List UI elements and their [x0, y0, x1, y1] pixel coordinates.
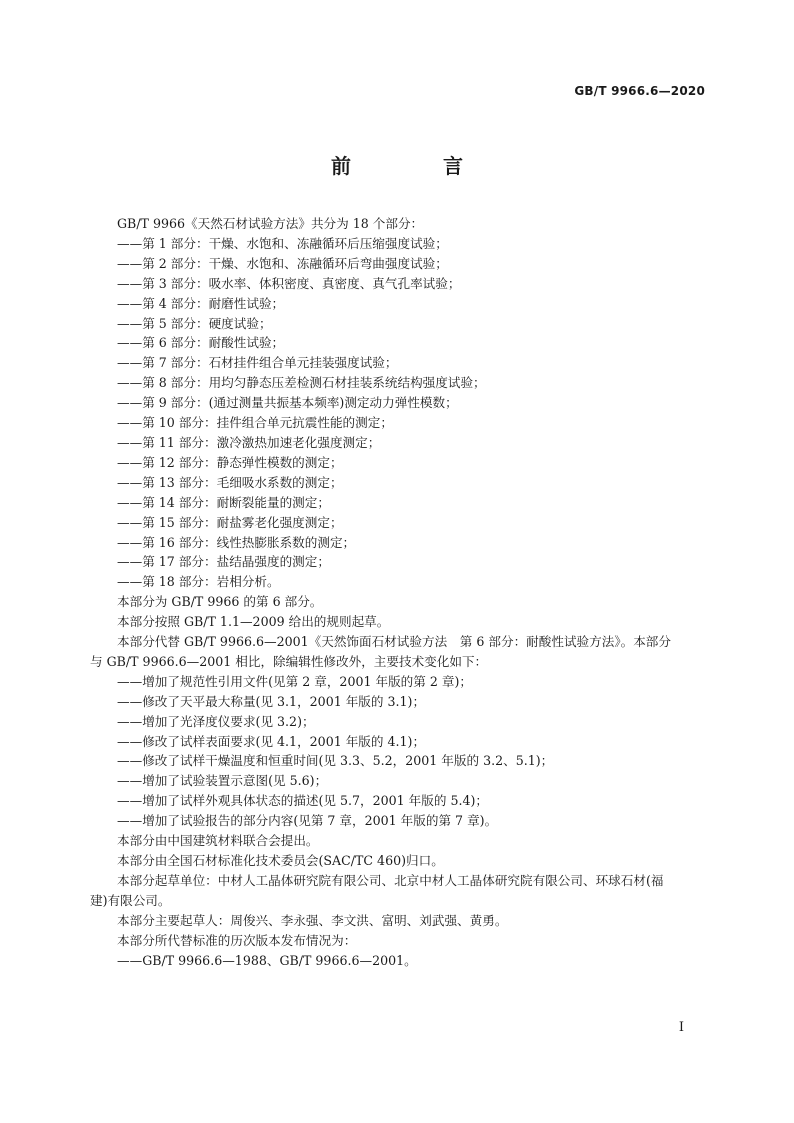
change-item: ——增加了光泽度仪要求(见 3.2)； [117, 713, 315, 729]
page-title: 前 言 [331, 154, 499, 178]
list-item: ——第 4 部分：耐磨性试验； [117, 295, 285, 311]
list-item: ——第 12 部分：静态弹性模数的测定； [117, 454, 343, 470]
list-item: ——第 3 部分：吸水率、体积密度、真密度、真气孔率试验； [117, 275, 461, 291]
replacement-statement: 本部分代替 GB/T 9966.6—2001《天然饰面石材试验方法 第 6 部分：耐酸性试验方法》。本部分 [117, 634, 671, 650]
part-statement: 本部分为 GB/T 9966 的第 6 部分。 [117, 594, 323, 610]
list-item: ——第 17 部分：盐结晶强度的测定； [117, 554, 330, 570]
committee-statement: 本部分由全国石材标准化技术委员会(SAC/TC 460)归口。 [117, 853, 444, 868]
foreword-body [90, 214, 707, 970]
drafting-units-statement-continued: 建)有限公司。 [90, 892, 171, 908]
list-item: ——第 15 部分：耐盐雾老化强度测定； [117, 514, 343, 530]
list-item: ——第 14 部分：耐断裂能量的测定； [117, 494, 330, 510]
page-number: I [678, 1020, 684, 1035]
proposer-statement: 本部分由中国建筑材料联合会提出。 [117, 833, 319, 849]
list-item: ——第 7 部分：石材挂件组合单元挂装强度试验； [117, 355, 398, 371]
change-item: ——增加了试验装置示意图(见 5.6)； [117, 773, 328, 789]
list-item: ——第 13 部分：毛细吸水系数的测定； [117, 474, 343, 490]
change-item: ——修改了天平最大称量(见 3.1，2001 年版的 3.1)； [117, 693, 426, 709]
change-item: ——修改了试样干燥温度和恒重时间(见 3.3、5.2，2001 年版的 3.2、5.1)； [117, 753, 554, 769]
list-item: ——第 2 部分：干燥、水饱和、冻融循环后弯曲强度试验； [117, 255, 448, 271]
list-item: ——第 10 部分：挂件组合单元抗震性能的测定； [117, 415, 393, 431]
list-item: ——第 8 部分：用均匀静态压差检测石材挂装系统结构强度试验； [117, 375, 486, 391]
list-item: ——第 18 部分：岩相分析。 [117, 574, 280, 590]
drafting-units-statement: 本部分起草单位：中材人工晶体研究院有限公司、北京中材人工晶体研究院有限公司、环球石材(福 [117, 872, 664, 888]
drafting-rules-statement: 本部分按照 GB/T 1.1—2009 给出的规则起草。 [117, 614, 390, 630]
change-item: ——增加了试验报告的部分内容(见第 7 章，2001 年版的第 7 章)。 [117, 813, 498, 829]
history-statement: 本部分所代替标准的历次版本发布情况为： [117, 932, 357, 948]
change-item: ——修改了试样表面要求(见 4.1，2001 年版的 4.1)； [117, 733, 426, 749]
list-item: ——第 9 部分：(通过测量共振基本频率)测定动力弹性模数； [117, 395, 458, 411]
list-item: ——第 11 部分：激冷激热加速老化强度测定； [117, 434, 381, 450]
drafters-statement: 本部分主要起草人：周俊兴、李永强、李文洪、富明、刘武强、黄勇。 [117, 912, 508, 928]
list-item: ——第 16 部分：线性热膨胀系数的测定； [117, 534, 356, 550]
replacement-statement-continued: 与 GB/T 9966.6—2001 相比，除编辑性修改外，主要技术变化如下： [90, 653, 488, 669]
change-item: ——增加了试样外观具体状态的描述(见 5.7，2001 年版的 5.4)； [117, 793, 489, 809]
intro-paragraph: GB/T 9966《天然石材试验方法》共分为 18 个部分： [117, 216, 424, 231]
list-item: ——第 6 部分：耐酸性试验； [117, 335, 285, 351]
change-item: ——增加了规范性引用文件(见第 2 章，2001 年版的第 2 章)； [117, 673, 472, 689]
document-code: GB/T 9966.6—2020 [574, 84, 705, 98]
list-item: ——第 1 部分：干燥、水饱和、冻融循环后压缩强度试验； [117, 235, 448, 251]
history-item: ——GB/T 9966.6—1988、GB/T 9966.6—2001。 [117, 952, 417, 968]
list-item: ——第 5 部分：硬度试验； [117, 315, 272, 331]
